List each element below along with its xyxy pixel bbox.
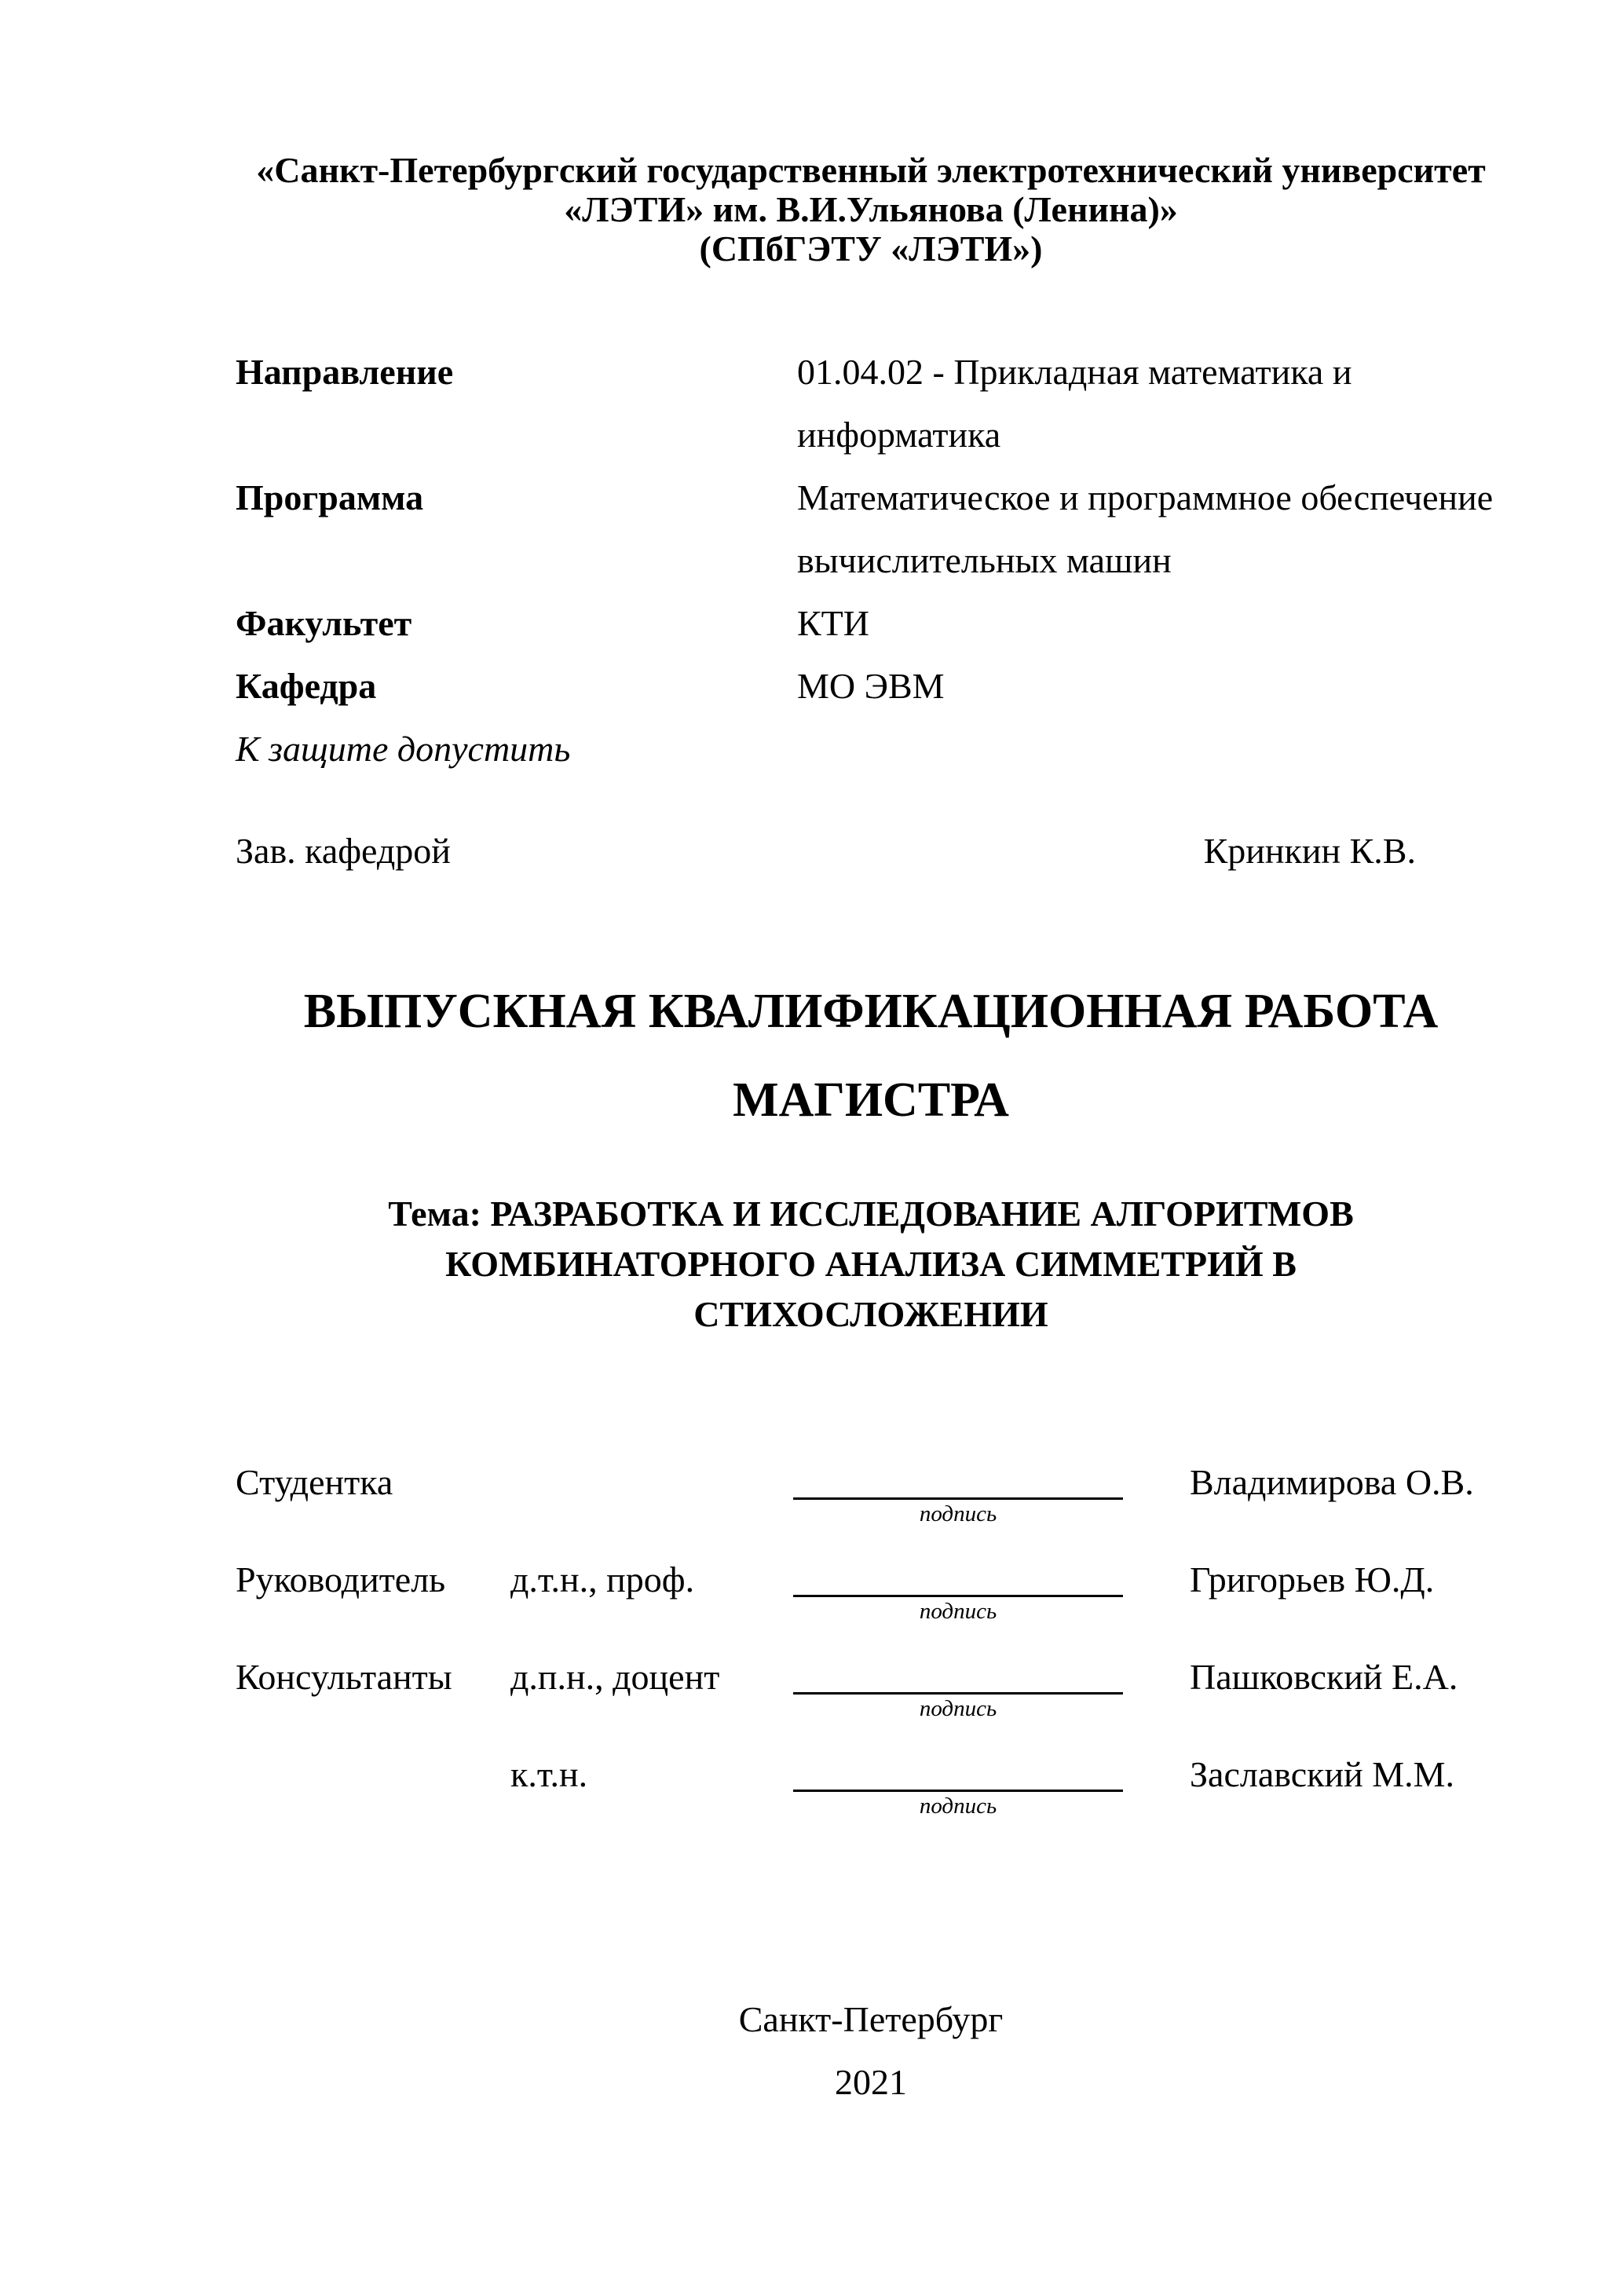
consultant-2-degree-label: к.т.н.: [510, 1754, 588, 1794]
info-row-program: [236, 466, 1506, 592]
year-label: 2021: [835, 2062, 907, 2102]
degree-title: МАГИСТРА: [733, 1073, 1009, 1127]
supervisor-name: Григорьев Ю.Д.: [1190, 1559, 1435, 1600]
department-label: Кафедра: [236, 666, 377, 706]
consultant-1-signature-cell: [793, 1649, 1147, 1723]
student-role-label: Студентка: [236, 1462, 393, 1502]
student-degree-label: [510, 1454, 793, 1528]
signature-row-supervisor: [236, 1552, 1506, 1625]
consultant-1-name: Пашковский Е.А.: [1190, 1657, 1458, 1697]
student-signature-line: [793, 1454, 1123, 1500]
admission-note: К защите допустить: [236, 729, 571, 769]
thesis-topic: Тема: РАЗРАБОТКА И ИССЛЕДОВАНИЕ АЛГОРИТМОВ КОМБИНАТОРНОГО АНАЛИЗА СИММЕТРИЙ В СТИХОСЛОЖЕНИИ: [388, 1194, 1354, 1334]
faculty-value: КТИ: [797, 603, 869, 643]
work-type-title: ВЫПУСКНАЯ КВАЛИФИКАЦИОННАЯ РАБОТА: [303, 985, 1439, 1038]
consultant-2-signature-cell: [793, 1746, 1147, 1820]
university-name-line-2: «ЛЭТИ» им. В.И.Ульянова (Ленина)»: [564, 189, 1178, 229]
city-label: Санкт-Петербург: [738, 1999, 1004, 2039]
consultant-1-signature-caption: подпись: [919, 1696, 997, 1721]
consultant-1-degree-label: д.п.н., доцент: [510, 1657, 720, 1697]
consultant-2-name: Заславский М.М.: [1190, 1754, 1455, 1794]
student-signature-cell: [793, 1454, 1147, 1528]
consultant-2-role-label: [236, 1746, 510, 1820]
student-signature-caption: подпись: [919, 1501, 997, 1526]
direction-value: 01.04.02 - Прикладная математика и информатика: [797, 352, 1352, 455]
supervisor-signature-cell: [793, 1552, 1147, 1625]
university-abbreviation: (СПбГЭТУ «ЛЭТИ»): [699, 229, 1043, 269]
university-header: [236, 151, 1506, 269]
program-label: Программа: [236, 477, 424, 517]
department-value: МО ЭВМ: [797, 666, 945, 706]
university-name-line-1: «Санкт-Петербургский государственный электротехнический университет: [256, 150, 1486, 190]
supervisor-signature-caption: подпись: [919, 1599, 997, 1624]
dept-head-row: [236, 820, 1506, 883]
dept-head-label: Зав. кафедрой: [236, 831, 451, 871]
dept-head-name: Кринкин К.В.: [1203, 831, 1416, 871]
document-footer: [236, 1988, 1506, 2114]
main-title: [236, 967, 1506, 1145]
signature-row-consultant-2: [236, 1746, 1506, 1820]
supervisor-signature-line: [793, 1552, 1123, 1597]
info-row-direction: [236, 341, 1506, 466]
consultant-1-signature-line: [793, 1649, 1123, 1695]
student-name: Владимирова О.В.: [1190, 1462, 1474, 1502]
program-value: Математическое и программное обеспечение вычислительных машин: [797, 477, 1494, 580]
program-info-section: [236, 341, 1506, 781]
signature-row-consultant-1: [236, 1649, 1506, 1723]
signature-row-student: [236, 1454, 1506, 1528]
supervisor-degree-label: д.т.н., проф.: [510, 1559, 695, 1600]
signatures-section: [236, 1454, 1506, 1820]
faculty-label: Факультет: [236, 603, 412, 643]
info-row-department: [236, 655, 1506, 718]
info-row-faculty: [236, 592, 1506, 655]
consultant-2-signature-caption: подпись: [919, 1793, 997, 1819]
direction-label: Направление: [236, 352, 454, 392]
consultant-2-signature-line: [793, 1746, 1123, 1792]
supervisor-role-label: Руководитель: [236, 1559, 446, 1600]
consultants-role-label: Консультанты: [236, 1657, 452, 1697]
